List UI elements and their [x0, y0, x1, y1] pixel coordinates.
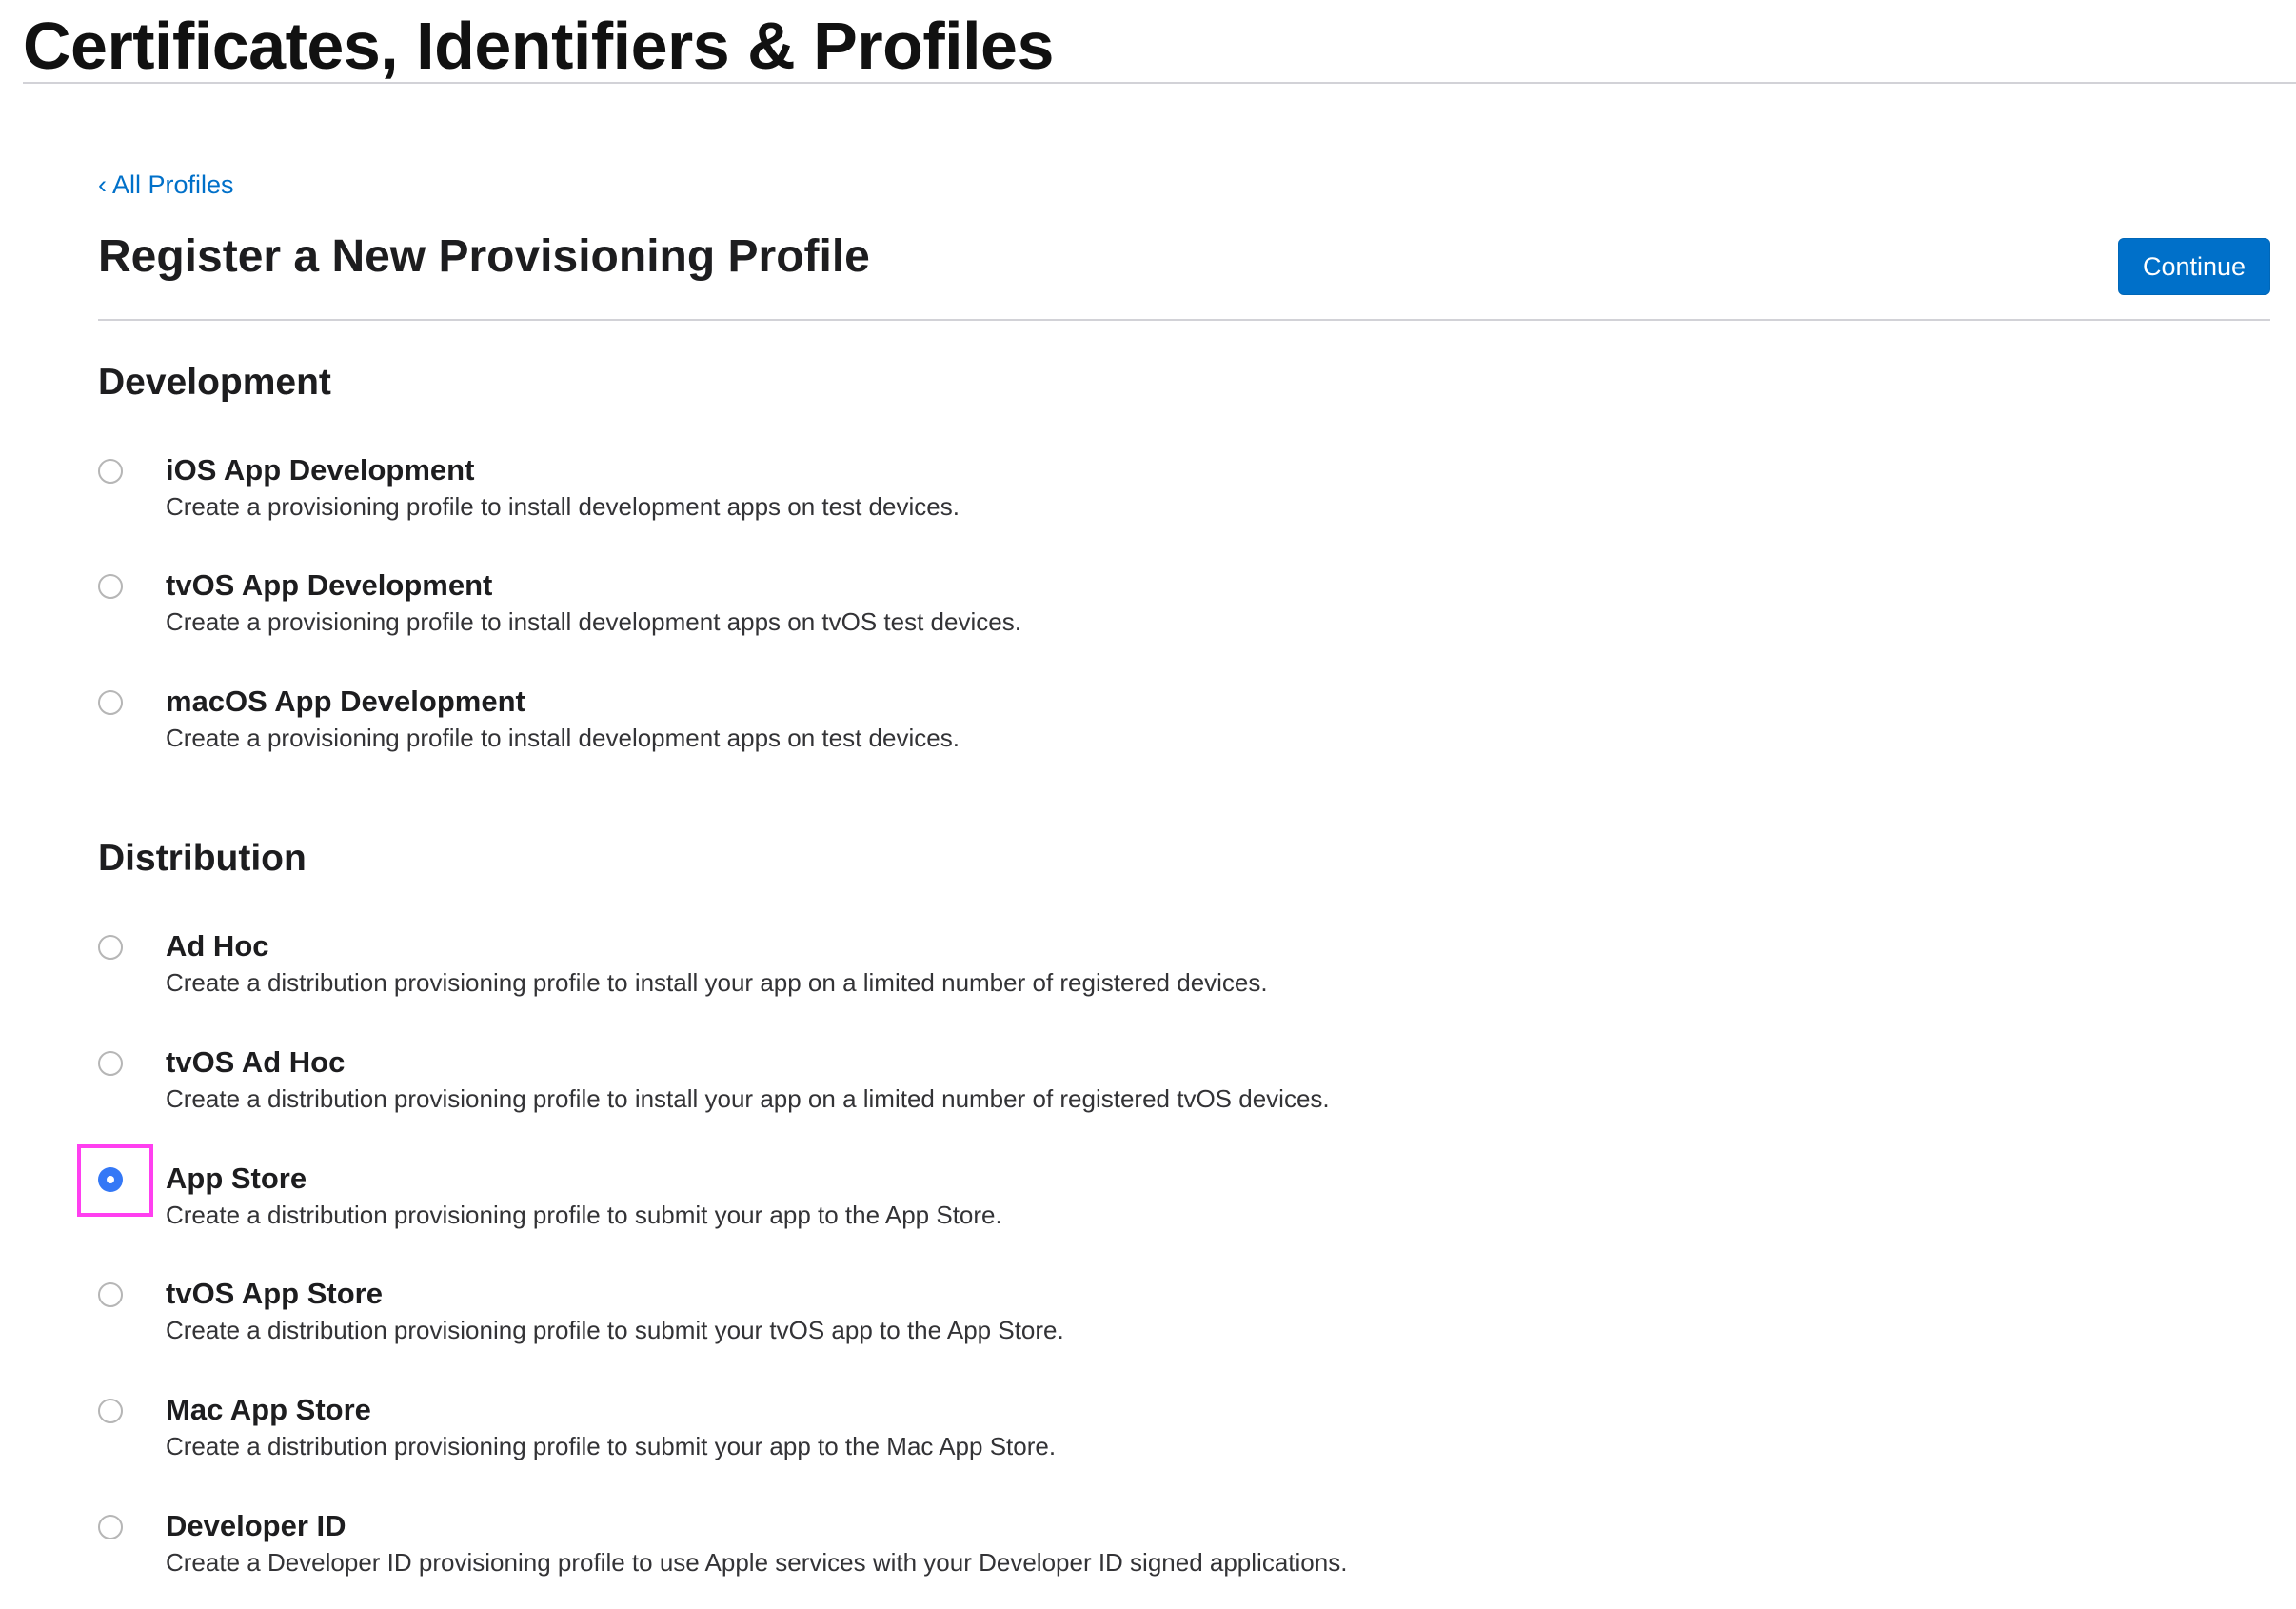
chevron-left-icon: ‹ — [98, 170, 107, 199]
page-title: Register a New Provisioning Profile — [98, 231, 870, 282]
option-description: Create a provisioning profile to install development apps on tvOS test devices. — [166, 607, 1021, 636]
option-ad-hoc[interactable] — [98, 924, 1621, 1015]
option-label: App Store — [166, 1162, 307, 1195]
option-description: Create a distribution provisioning profile to submit your app to the App Store. — [166, 1201, 1002, 1229]
option-label: iOS App Development — [166, 453, 475, 487]
option-label: Ad Hoc — [166, 929, 269, 963]
radio-tvos-app-store[interactable] — [98, 1282, 123, 1307]
option-label: tvOS App Development — [166, 568, 493, 602]
radio-app-store[interactable] — [98, 1167, 123, 1192]
option-tvos-ad-hoc[interactable] — [98, 1040, 1621, 1131]
option-description: Create a distribution provisioning profile to submit your app to the Mac App Store. — [166, 1432, 1057, 1460]
section-heading-development: Development — [98, 362, 331, 403]
option-developer-id[interactable] — [98, 1503, 1621, 1595]
radio-tvos-app-development[interactable] — [98, 574, 123, 599]
title-divider — [98, 319, 2270, 321]
site-title: Certificates, Identifiers & Profiles — [23, 9, 1054, 83]
radio-tvos-ad-hoc[interactable] — [98, 1051, 123, 1076]
option-description: Create a provisioning profile to install development apps on test devices. — [166, 492, 960, 521]
all-profiles-link[interactable] — [98, 169, 234, 201]
option-mac-app-store[interactable] — [98, 1387, 1621, 1479]
option-tvos-app-store[interactable] — [98, 1271, 1621, 1362]
option-description: Create a distribution provisioning profile to install your app on a limited number of registered tvOS devices. — [166, 1084, 1330, 1113]
option-ios-app-development[interactable] — [98, 447, 1621, 539]
option-description: Create a distribution provisioning profile to install your app on a limited number of registered devices. — [166, 968, 1268, 997]
continue-button[interactable]: Continue — [2118, 238, 2270, 295]
option-tvos-app-development[interactable] — [98, 563, 1621, 654]
option-label: Developer ID — [166, 1509, 346, 1542]
radio-mac-app-store[interactable] — [98, 1399, 123, 1423]
site-header — [23, 0, 2296, 84]
option-description: Create a provisioning profile to install development apps on test devices. — [166, 724, 960, 752]
radio-ad-hoc[interactable] — [98, 935, 123, 960]
option-macos-app-development[interactable] — [98, 679, 1621, 770]
radio-ios-app-development[interactable] — [98, 459, 123, 484]
all-profiles-link-label: All Profiles — [112, 170, 234, 199]
option-description: Create a Developer ID provisioning profile to use Apple services with your Developer ID signed applications. — [166, 1548, 1348, 1577]
option-label: tvOS App Store — [166, 1277, 383, 1310]
option-label: macOS App Development — [166, 685, 525, 718]
section-heading-distribution: Distribution — [98, 838, 307, 879]
option-label: Mac App Store — [166, 1393, 371, 1426]
option-app-store[interactable] — [98, 1156, 1621, 1247]
radio-macos-app-development[interactable] — [98, 690, 123, 715]
option-label: tvOS Ad Hoc — [166, 1045, 346, 1079]
radio-developer-id[interactable] — [98, 1515, 123, 1539]
option-description: Create a distribution provisioning profile to submit your tvOS app to the App Store. — [166, 1316, 1064, 1344]
